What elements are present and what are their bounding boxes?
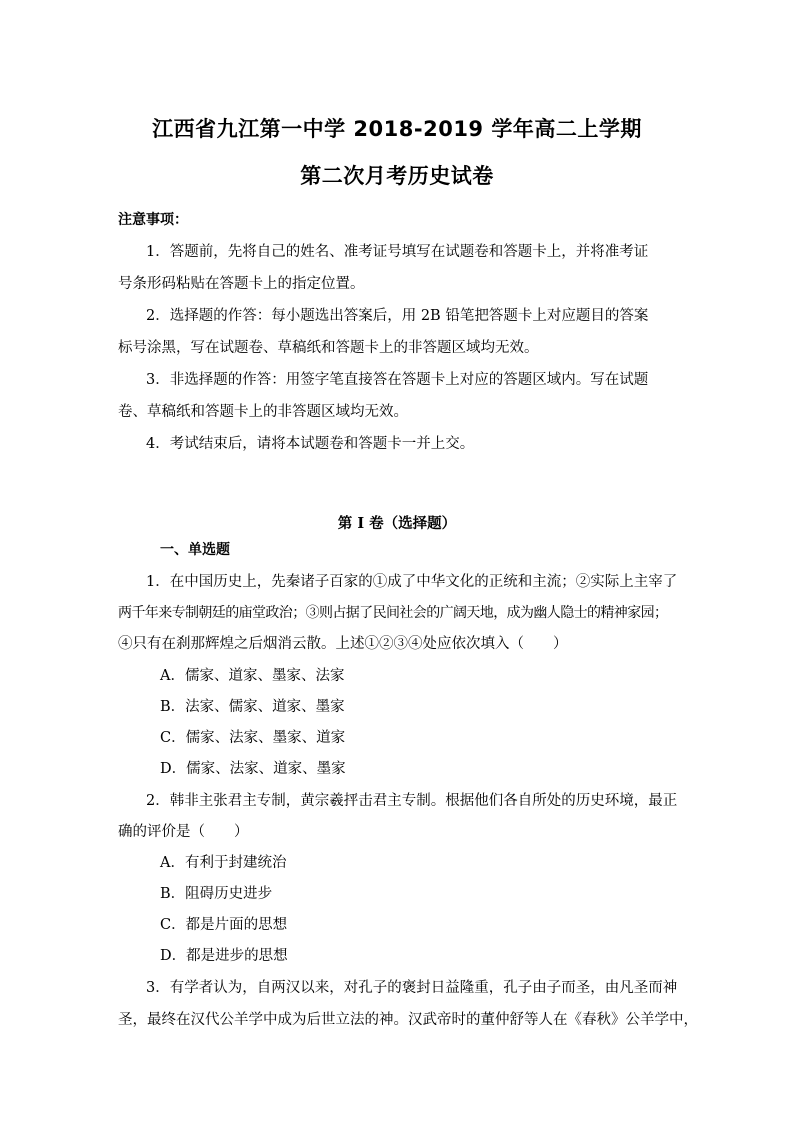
notice-item-2-line1: 2．选择题的作答：每小题选出答案后，用 2B 铅笔把答题卡上对应题目的答案 xyxy=(146,308,649,324)
exam-title-line1: 江西省九江第一中学 2018-2019 学年高二上学期 xyxy=(152,117,642,141)
question-1-line1: 1．在中国历史上，先秦诸子百家的①成了中华文化的正统和主流；②实际上主宰了 xyxy=(146,574,678,590)
question-2-option-a: A．有利于封建统治 xyxy=(160,855,287,871)
notice-item-3-line1: 3．非选择题的作答：用签字笔直接答在答题卡上对应的答题区域内。写在试题 xyxy=(146,372,649,388)
part-title: 一、单选题 xyxy=(160,542,230,558)
question-2-option-c: C．都是片面的思想 xyxy=(160,917,288,933)
notice-heading: 注意事项： xyxy=(118,212,188,228)
question-2-line1: 2．韩非主张君主专制，黄宗羲抨击君主专制。根据他们各自所处的历史环境，最正 xyxy=(146,793,678,809)
notice-item-1-line2: 号条形码粘贴在答题卡上的指定位置。 xyxy=(118,276,365,292)
section-title: 第 I 卷（选择题） xyxy=(337,515,457,532)
question-3-line1: 3．有学者认为，自两汉以来，对孔子的褒封日益隆重，孔子由子而圣，由凡圣而神 xyxy=(146,980,678,996)
question-1-option-d: D．儒家、法家、道家、墨家 xyxy=(160,761,346,777)
question-1-option-c: C．儒家、法家、墨家、道家 xyxy=(160,730,346,746)
question-1-option-b: B．法家、儒家、道家、墨家 xyxy=(160,699,345,715)
question-3-line2: 圣，最终在汉代公羊学中成为后世立法的神。汉武帝时的董仲舒等人在《春秋》公羊学中， xyxy=(118,1012,698,1028)
question-1-option-a: A．儒家、道家、墨家、法家 xyxy=(160,668,345,684)
notice-item-1-line1: 1．答题前，先将自己的姓名、准考证号填写在试题卷和答题卡上，并将准考证 xyxy=(146,244,649,260)
question-2-option-d: D．都是进步的思想 xyxy=(160,948,288,964)
question-2-option-b: B．阻碍历史进步 xyxy=(160,886,273,902)
notice-item-3-line2: 卷、草稿纸和答题卡上的非答题区域均无效。 xyxy=(118,404,408,420)
question-2-line2: 确的评价是（ ） xyxy=(118,824,249,840)
question-1-line2: 两千年来专制朝廷的庙堂政治；③则占据了民间社会的广阔天地，成为幽人隐士的精神家园； xyxy=(118,605,668,621)
question-1-line3: ④只有在刹那辉煌之后烟消云散。上述①②③④处应依次填入（ ） xyxy=(118,636,568,652)
notice-item-2-line2: 标号涂黑，写在试题卷、草稿纸和答题卡上的非答题区域均无效。 xyxy=(118,340,539,356)
exam-title-line2: 第二次月考历史试卷 xyxy=(300,164,494,188)
notice-item-4-line1: 4．考试结束后，请将本试题卷和答题卡一并上交。 xyxy=(146,436,475,452)
